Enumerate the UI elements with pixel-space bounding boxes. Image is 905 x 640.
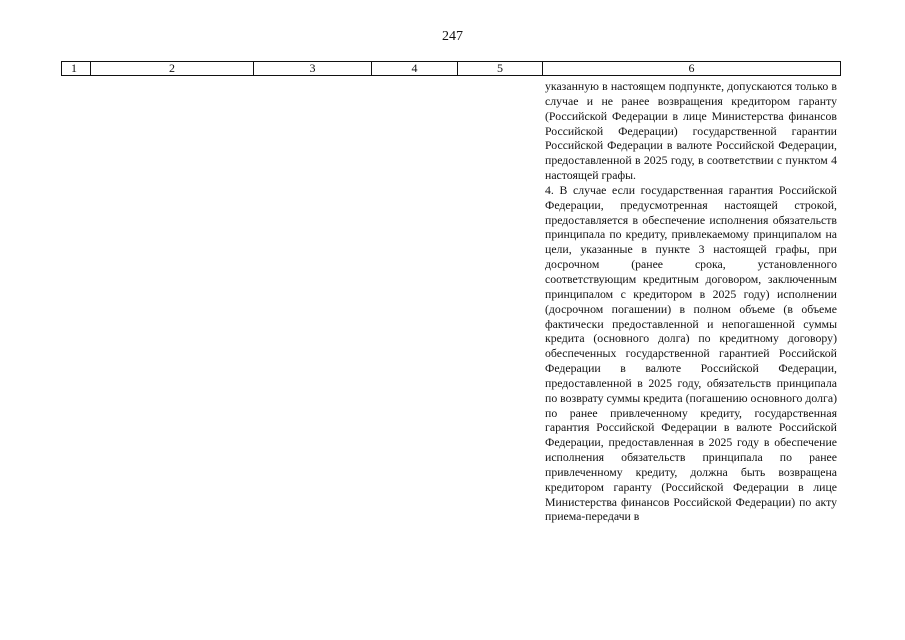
column-header-row xyxy=(62,62,841,76)
column-header-4: 4 xyxy=(372,62,458,76)
column-6-text xyxy=(545,79,837,524)
page-number: 247 xyxy=(442,29,463,44)
column-header-3: 3 xyxy=(254,62,372,76)
column-header-table xyxy=(61,61,841,76)
column-header-6: 6 xyxy=(543,62,841,76)
column-header-5: 5 xyxy=(458,62,543,76)
paragraph-item-4: 4. В случае если государственная гарантия Российской Федерации, предусмотренная настоящей строкой, предоставляется в обеспечение исполнения обязательств принципала по кредиту, привлекаемому принципалом на цели, указанные в пункте 3 настоящей графы, при досрочном (ранее срока, установленного соответствующим кредитным договором, заключенным принципалом с кредитором в 2025 году) исполнении (досрочном погашении) в полном объеме (в объеме фактически предоставленной и непогашенной суммы кредита (основного долга) по кредитному договору) обеспеченных государственной гарантией Российской Федерации в валюте Российской Федерации, предоставленной в 2025 году, обязательств принципала по возврату суммы кредита (погашению основного долга) по ранее привлеченному кредиту, государственная гарантия Российской Федерации в валюте Российской Федерации, предоставленная в 2025 году в обеспечение исполнения обязательств принципала по ранее привлеченному кредиту, должна быть возвращена кредитором гаранту (Российской Федерации в лице Министерства финансов Российской Федерации) по акту приема-передачи в xyxy=(545,182,837,524)
column-header-2: 2 xyxy=(91,62,254,76)
column-header-1: 1 xyxy=(62,62,91,76)
paragraph-continuation: указанную в настоящем подпункте, допускаются только в случае и не ранее возвращения кредитором гаранту (Российской Федерации в лице Министерства финансов Российской Федерации) государственной гарантии Российской Федерации в валюте Российской Федерации, предоставленной в 2025 году, в соответствии с пунктом 4 настоящей графы. xyxy=(545,79,837,183)
